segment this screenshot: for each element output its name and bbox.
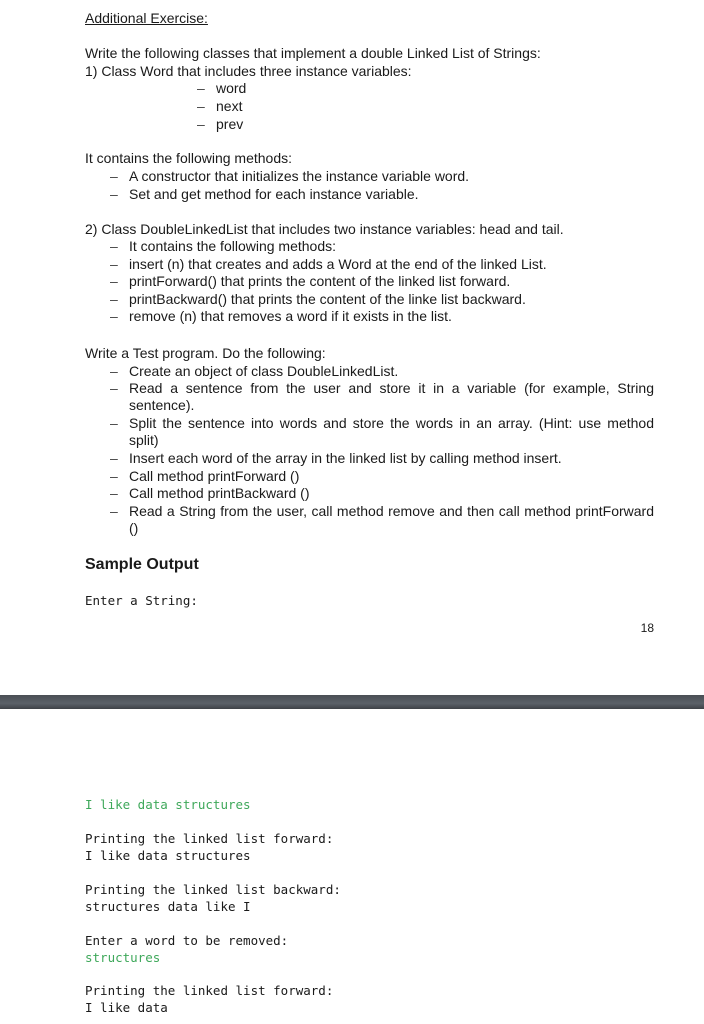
intro-text: Write the following classes that implement a double Linked List of Strings: xyxy=(85,45,541,61)
console-line: I like data structures xyxy=(85,848,251,863)
bullet-dash: – xyxy=(110,415,118,431)
bullet-dash: – xyxy=(197,116,205,132)
test-item: Call method printBackward () xyxy=(129,485,310,501)
console-user-input: structures xyxy=(85,950,161,965)
console-prompt: Enter a String: xyxy=(85,593,198,608)
bullet-dash: – xyxy=(110,168,118,184)
console-line: Printing the linked list forward: xyxy=(85,983,334,998)
bullet-dash: – xyxy=(110,186,118,202)
bullet-dash: – xyxy=(110,308,118,324)
console-line: Printing the linked list backward: xyxy=(85,882,341,897)
bullet-dash: – xyxy=(197,98,205,114)
exercise-title: Additional Exercise: xyxy=(85,10,208,26)
methods-heading: It contains the following methods: xyxy=(85,150,293,166)
dll-item: It contains the following methods: xyxy=(129,238,337,254)
console-line: I like data xyxy=(85,1000,168,1015)
dll-item: printForward() that prints the content of the linked list forward. xyxy=(129,273,511,289)
document-page-2 xyxy=(0,709,704,1024)
console-line: Enter a word to be removed: xyxy=(85,933,289,948)
page-separator xyxy=(0,695,704,709)
test-item: Read a sentence from the user and store it in a variable (for example, String sentence). xyxy=(129,380,654,413)
test-item: Create an object of class DoubleLinkedList. xyxy=(129,363,399,379)
bullet-dash: – xyxy=(110,238,118,254)
console-line: Printing the linked list forward: xyxy=(85,831,334,846)
test-item: Split the sentence into words and store the words in an array. (Hint: use method split) xyxy=(129,415,654,448)
bullet-dash: – xyxy=(110,380,118,396)
bullet-dash: – xyxy=(110,450,118,466)
bullet-dash: – xyxy=(110,291,118,307)
test-item: Insert each word of the array in the linked list by calling method insert. xyxy=(129,450,562,466)
method-item: A constructor that initializes the instance variable word. xyxy=(129,168,470,184)
dll-item: insert (n) that creates and adds a Word at the end of the linked List. xyxy=(129,256,547,272)
method-item: Set and get method for each instance variable. xyxy=(129,186,419,202)
bullet-dash: – xyxy=(110,363,118,379)
bullet-dash: – xyxy=(197,80,205,96)
class-dll-heading: 2) Class DoubleLinkedList that includes two instance variables: head and tail. xyxy=(85,221,564,237)
bullet-dash: – xyxy=(110,256,118,272)
page-number: 18 xyxy=(640,621,654,635)
var-item: next xyxy=(216,98,243,114)
var-item: prev xyxy=(216,116,244,132)
test-heading: Write a Test program. Do the following: xyxy=(85,345,326,361)
dll-item: remove (n) that removes a word if it exists in the list. xyxy=(129,308,452,324)
var-item: word xyxy=(216,80,247,96)
class-word-heading: 1) Class Word that includes three instance variables: xyxy=(85,63,412,79)
bullet-dash: – xyxy=(110,273,118,289)
dll-item: printBackward() that prints the content of the linke list backward. xyxy=(129,291,526,307)
console-line: structures data like I xyxy=(85,899,251,914)
bullet-dash: – xyxy=(110,485,118,501)
sample-output-heading: Sample Output xyxy=(85,556,199,573)
console-user-input: I like data structures xyxy=(85,797,251,812)
bullet-dash: – xyxy=(110,503,118,519)
test-item: Call method printForward () xyxy=(129,468,300,484)
test-item: Read a String from the user, call method remove and then call method printForward () xyxy=(129,503,654,536)
bullet-dash: – xyxy=(110,468,118,484)
